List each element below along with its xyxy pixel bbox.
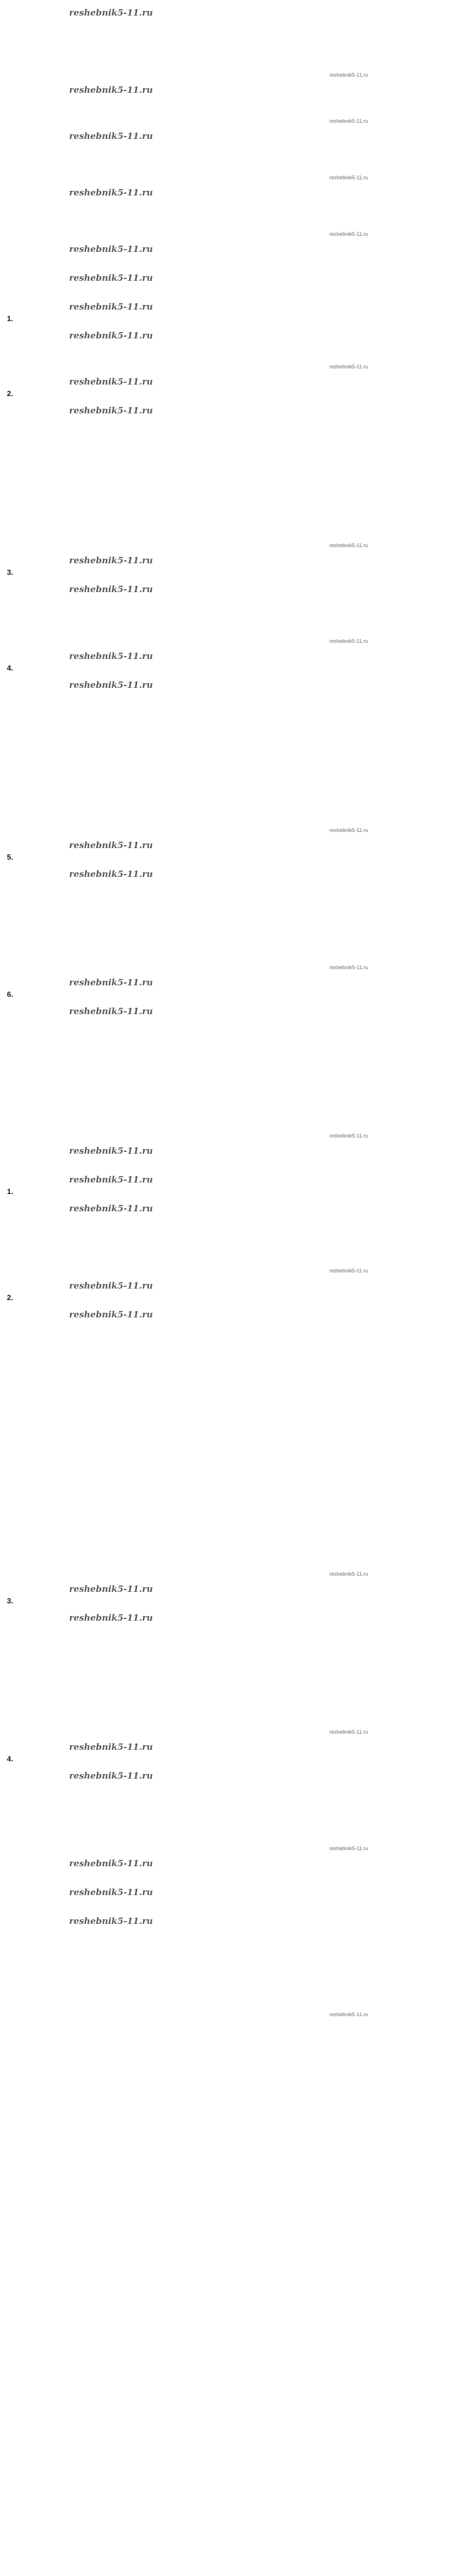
text-line — [7, 1708, 463, 1718]
watermark-small: reshebnik5-11.ru — [329, 965, 368, 970]
watermark-logo: reshebnik5-11.ru — [69, 555, 153, 566]
text-line — [7, 733, 463, 744]
text-line — [7, 1656, 463, 1666]
watermark-small: reshebnik5-11.ru — [329, 1729, 368, 1735]
text-line — [7, 1215, 463, 1226]
text-line — [7, 816, 463, 827]
text-line — [7, 220, 463, 231]
text-line — [7, 744, 463, 754]
text-line — [7, 1697, 463, 1708]
text-line — [7, 891, 463, 902]
text-line — [7, 881, 463, 891]
text-line — [7, 532, 463, 542]
text-line — [7, 596, 463, 607]
question-number: 4. — [7, 1754, 13, 1763]
text-line — [7, 1677, 463, 1687]
section-label — [7, 243, 463, 266]
text-line — [7, 1938, 463, 1949]
watermark-small: reshebnik5-11.ru — [329, 827, 368, 833]
text-line — [7, 1824, 463, 1835]
text-line — [7, 1018, 463, 1029]
text-line — [7, 490, 463, 500]
text-line — [7, 1236, 463, 1246]
text-line — [7, 1687, 463, 1697]
watermark-logo: reshebnik5-11.ru — [69, 376, 153, 387]
section-para — [7, 1612, 463, 1735]
section-para — [7, 1309, 463, 1577]
text-line — [7, 1091, 463, 1101]
text-line — [7, 796, 463, 806]
section-para — [7, 1770, 463, 1852]
watermark-small: reshebnik5-11.ru — [329, 72, 368, 78]
watermark-logo: reshebnik5-11.ru — [69, 651, 153, 661]
watermark-small: reshebnik5-11.ru — [329, 1846, 368, 1851]
text-line — [7, 500, 463, 511]
text-line — [7, 1477, 463, 1487]
text-line — [7, 1835, 463, 1845]
text-line — [7, 2001, 463, 2011]
watermark-logo: reshebnik5-11.ru — [69, 1203, 153, 1214]
text-line — [7, 1645, 463, 1656]
text-line — [7, 1257, 463, 1267]
watermark-logo: reshebnik5-11.ru — [69, 1146, 153, 1156]
text-line — [7, 1122, 463, 1132]
text-line — [7, 40, 463, 51]
text-line — [7, 164, 463, 174]
section-link[interactable] — [7, 1899, 463, 1910]
text-line — [7, 469, 463, 480]
text-line — [7, 1487, 463, 1498]
section-num — [7, 1280, 463, 1303]
text-line — [7, 702, 463, 713]
text-line — [7, 20, 463, 30]
text-line — [7, 1666, 463, 1677]
text-line — [7, 902, 463, 912]
text-line — [7, 1467, 463, 1477]
watermark-small: reshebnik5-11.ru — [329, 1133, 368, 1139]
text-line — [7, 692, 463, 702]
watermark-small: reshebnik5-11.ru — [329, 1268, 368, 1274]
watermark-logo: reshebnik5-11.ru — [69, 1742, 153, 1752]
watermark-small: reshebnik5-11.ru — [329, 638, 368, 644]
watermark-logo: reshebnik5-11.ru — [69, 302, 153, 312]
watermark-logo: reshebnik5-11.ru — [69, 977, 153, 988]
watermark-logo: reshebnik5-11.ru — [69, 131, 153, 141]
text-line — [7, 1508, 463, 1519]
watermark-logo: reshebnik5-11.ru — [69, 273, 153, 283]
watermark-logo: reshebnik5-11.ru — [69, 869, 153, 879]
watermark-logo: reshebnik5-11.ru — [69, 1309, 153, 1320]
text-line — [7, 1949, 463, 1959]
section-para — [7, 405, 463, 549]
question-number: 2. — [7, 1293, 13, 1302]
text-line — [7, 1519, 463, 1529]
document-body — [7, 7, 463, 2018]
watermark-small: reshebnik5-11.ru — [329, 118, 368, 124]
text-line — [7, 1793, 463, 1803]
question-number: 1. — [7, 314, 13, 323]
section-link[interactable] — [7, 1145, 463, 1168]
section-num — [7, 376, 463, 399]
text-line — [7, 617, 463, 627]
text-line — [7, 1425, 463, 1436]
watermark-logo: reshebnik5-11.ru — [69, 1006, 153, 1016]
text-line — [7, 1384, 463, 1394]
section-para — [7, 7, 463, 78]
text-line — [7, 153, 463, 164]
section-para — [7, 330, 463, 370]
text-line — [7, 1332, 463, 1342]
section-num — [7, 1741, 463, 1764]
text-line — [7, 1029, 463, 1039]
text-line — [7, 1049, 463, 1060]
text-line — [7, 1980, 463, 1990]
text-line — [7, 459, 463, 469]
text-line — [7, 912, 463, 922]
section-para — [7, 1005, 463, 1139]
text-line — [7, 1070, 463, 1080]
text-line — [7, 627, 463, 638]
section-num — [7, 555, 463, 578]
section-link[interactable] — [7, 1158, 463, 1168]
text-line — [7, 1498, 463, 1508]
section-num — [7, 1174, 463, 1197]
text-line — [7, 1990, 463, 2001]
text-line — [7, 1635, 463, 1645]
watermark-logo: reshebnik5-11.ru — [69, 1281, 153, 1291]
section-para — [7, 84, 463, 125]
text-line — [7, 1959, 463, 1969]
section-para — [7, 1203, 463, 1274]
watermark-logo: reshebnik5-11.ru — [69, 1887, 153, 1897]
text-line — [7, 480, 463, 490]
text-line — [7, 1415, 463, 1425]
text-line — [7, 713, 463, 723]
text-line — [7, 1101, 463, 1112]
text-line — [7, 1373, 463, 1384]
question-number: 6. — [7, 990, 13, 999]
text-line — [7, 61, 463, 71]
text-line — [7, 1246, 463, 1257]
watermark-logo: reshebnik5-11.ru — [69, 1174, 153, 1185]
text-line — [7, 806, 463, 816]
text-line — [7, 954, 463, 964]
text-line — [7, 607, 463, 617]
watermark-logo: reshebnik5-11.ru — [69, 1916, 153, 1926]
watermark-logo: reshebnik5-11.ru — [69, 1584, 153, 1594]
text-line — [7, 438, 463, 449]
text-line — [7, 428, 463, 438]
text-line — [7, 1539, 463, 1550]
text-line — [7, 1039, 463, 1049]
text-line — [7, 1446, 463, 1456]
text-line — [7, 97, 463, 107]
text-line — [7, 417, 463, 428]
watermark-logo: reshebnik5-11.ru — [69, 1771, 153, 1781]
text-line — [7, 1060, 463, 1070]
watermark-logo: reshebnik5-11.ru — [69, 244, 153, 254]
text-line — [7, 1814, 463, 1824]
section-para — [7, 130, 463, 181]
text-line — [7, 353, 463, 363]
section-link[interactable] — [7, 1886, 463, 1910]
watermark-small: reshebnik5-11.ru — [329, 364, 368, 370]
text-line — [7, 1783, 463, 1793]
watermark-small: reshebnik5-11.ru — [329, 2012, 368, 2017]
watermark-logo: reshebnik5-11.ru — [69, 405, 153, 416]
section-para — [7, 1915, 463, 2018]
section-num — [7, 977, 463, 1000]
text-line — [7, 1321, 463, 1332]
section-para — [7, 187, 463, 238]
watermark-logo: reshebnik5-11.ru — [69, 85, 153, 95]
text-line — [7, 1363, 463, 1373]
text-line — [7, 1080, 463, 1091]
text-line — [7, 511, 463, 521]
text-line — [7, 1353, 463, 1363]
text-line — [7, 1803, 463, 1814]
section-num — [7, 301, 463, 324]
text-line — [7, 449, 463, 459]
text-line — [7, 199, 463, 210]
text-line — [7, 1870, 463, 1881]
text-line — [7, 1112, 463, 1122]
section-para — [7, 679, 463, 834]
text-line — [7, 1550, 463, 1560]
watermark-logo: reshebnik5-11.ru — [69, 584, 153, 594]
text-line — [7, 1404, 463, 1415]
text-line — [7, 143, 463, 153]
text-line — [7, 764, 463, 775]
section-label — [7, 1858, 463, 1881]
question-number: 1. — [7, 1187, 13, 1196]
question-number: 3. — [7, 568, 13, 577]
text-line — [7, 210, 463, 220]
question-number: 5. — [7, 853, 13, 861]
text-line — [7, 107, 463, 118]
section-para — [7, 868, 463, 971]
watermark-logo: reshebnik5-11.ru — [69, 1613, 153, 1623]
text-line — [7, 1342, 463, 1353]
text-line — [7, 723, 463, 733]
watermark-small: reshebnik5-11.ru — [329, 543, 368, 548]
watermark-small: reshebnik5-11.ru — [329, 175, 368, 180]
section-num — [7, 839, 463, 863]
watermark-small: reshebnik5-11.ru — [329, 1571, 368, 1577]
text-line — [7, 342, 463, 353]
section-link[interactable] — [7, 272, 463, 295]
question-number: 3. — [7, 1596, 13, 1605]
text-line — [7, 51, 463, 61]
section-para — [7, 583, 463, 645]
watermark-logo: reshebnik5-11.ru — [69, 840, 153, 850]
text-line — [7, 1969, 463, 1980]
text-line — [7, 521, 463, 532]
section-num — [7, 1583, 463, 1606]
question-number: 2. — [7, 389, 13, 398]
watermark-logo: reshebnik5-11.ru — [69, 330, 153, 341]
watermark-logo: reshebnik5-11.ru — [69, 187, 153, 198]
section-num — [7, 650, 463, 673]
text-line — [7, 1436, 463, 1446]
section-link[interactable] — [7, 285, 463, 295]
watermark-logo: reshebnik5-11.ru — [69, 680, 153, 690]
text-line — [7, 754, 463, 764]
text-line — [7, 943, 463, 954]
text-line — [7, 1560, 463, 1571]
text-line — [7, 1456, 463, 1467]
text-line — [7, 30, 463, 40]
watermark-logo: reshebnik5-11.ru — [69, 1858, 153, 1869]
text-line — [7, 785, 463, 796]
text-line — [7, 1226, 463, 1236]
watermark-small: reshebnik5-11.ru — [329, 231, 368, 237]
text-line — [7, 1625, 463, 1635]
text-line — [7, 775, 463, 785]
question-number: 4. — [7, 664, 13, 672]
text-line — [7, 1718, 463, 1728]
watermark-logo: reshebnik5-11.ru — [69, 7, 153, 18]
text-line — [7, 933, 463, 943]
text-line — [7, 1928, 463, 1938]
text-line — [7, 922, 463, 933]
text-line — [7, 1394, 463, 1404]
text-line — [7, 1529, 463, 1539]
text-line — [7, 256, 463, 266]
